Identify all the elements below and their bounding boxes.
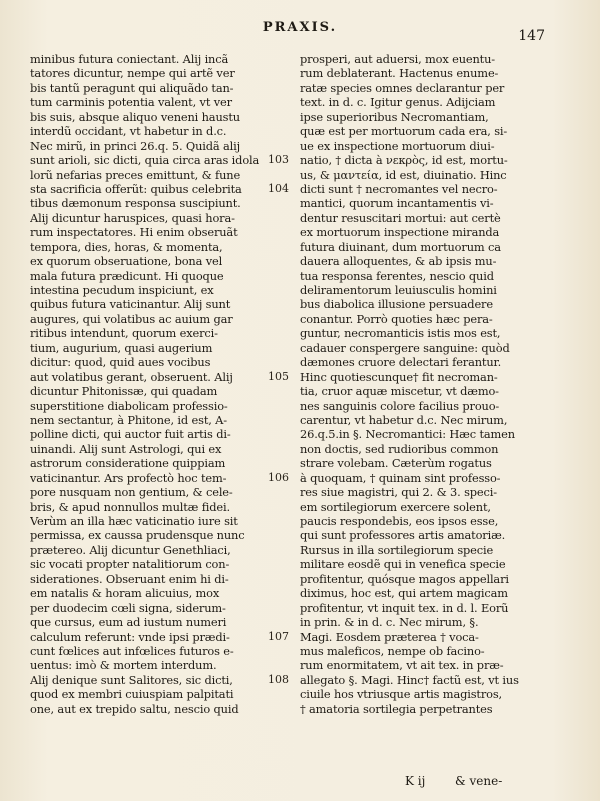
- text-line: nem sectantur, à Phitone, id est, A-: [30, 412, 227, 427]
- text-line: em natalis & horam alicuius, mox: [30, 586, 220, 601]
- text-line: vaticinantur. Ars profectò hoc tem-: [30, 470, 227, 485]
- text-line: uentus: imò & mortem interdum.: [30, 658, 217, 673]
- text-line: intestina pecudum inspiciunt, ex: [30, 283, 214, 297]
- text-line: bus diabolica illusione persuadere: [300, 297, 493, 312]
- text-line: em sortilegiorum exercere solent,: [300, 499, 491, 514]
- text-line: bis tantũ peragunt qui aliquãdo tan-: [30, 80, 234, 95]
- text-line: per duodecim cœli signa, siderum-: [30, 600, 226, 615]
- text-line: tia, cruor aquæ miscetur, vt dæmo-: [300, 384, 499, 399]
- text-line: militare eosdẽ qui in venefica specie: [300, 557, 506, 572]
- text-line: one, aut ex trepido saltu, nescio quid: [30, 701, 239, 716]
- text-line: rum deblaterant. Hactenus enume-: [300, 66, 499, 81]
- text-line: profitentur, quósque magos appellari: [300, 571, 509, 586]
- text-line: cunt fœlices aut infœlices futuros e-: [30, 643, 234, 658]
- text-line: tatores dicuntur, nempe qui artẽ ver: [30, 66, 235, 81]
- text-line: Alij denique sunt Salitores, sic dicti,: [30, 672, 233, 687]
- text-line: prosperi, aut aduersi, mox euentu-: [300, 52, 495, 66]
- catchword: & vene-: [455, 774, 503, 788]
- margin-number: 104: [268, 182, 289, 196]
- text-line: astrorum consideratione quippiam: [30, 456, 226, 471]
- text-line: superstitione diabolicam professio-: [30, 398, 228, 413]
- text-line: res siue magistri, qui 2. & 3. speci-: [300, 485, 497, 500]
- text-line: sta sacrificia offerũt: quibus celebrita: [30, 181, 242, 196]
- text-line: siderationes. Obseruant enim hi di-: [30, 571, 229, 586]
- text-line: ciuile hos vtriusque artis magistros,: [300, 687, 503, 702]
- text-line: ex mortuorum inspectione miranda: [300, 225, 500, 240]
- text-line: tibus dæmonum responsa suscipiunt.: [30, 196, 241, 211]
- margin-number: 108: [268, 673, 289, 687]
- text-line: lorũ nefarias preces emittunt, & fune: [30, 167, 241, 182]
- text-line: Alij dicuntur haruspices, quasi hora-: [30, 210, 235, 225]
- signature-mark: K ij: [405, 774, 426, 788]
- text-line: que cursus, eum ad iustum numeri: [30, 615, 227, 630]
- margin-number: 103: [268, 153, 289, 167]
- text-line: us, & μαντεία, id est, diuinatio. Hinc: [300, 167, 507, 182]
- text-line: aut volatibus gerant, obseruent. Alij: [30, 369, 233, 384]
- text-line: interdũ occidant, vt habetur in d.c.: [30, 124, 227, 139]
- text-line: dicuntur Phitonissæ, qui quadam: [30, 384, 218, 399]
- text-line: cadauer conspergere sanguine: quòd: [300, 340, 510, 355]
- text-line: tium, augurium, quasi augerium: [30, 340, 213, 355]
- text-line: ipse superioribus Necromantiam,: [300, 109, 489, 124]
- text-line: allegato §. Magi. Hinc† factũ est, vt ius: [300, 672, 519, 687]
- text-line: strare volebam. Cæterùm rogatus: [300, 456, 492, 471]
- text-line: ritibus intendunt, quorum exerci-: [30, 326, 218, 341]
- text-line: minibus futura coniectant. Alij incã: [30, 52, 229, 66]
- text-line: sic vocati propter natalitiorum con-: [30, 557, 230, 572]
- text-line: à quoquam, † quinam sint professo-: [300, 470, 501, 485]
- text-line: dicti sunt † necromantes vel necro-: [300, 181, 498, 196]
- text-line: text. in d. c. Igitur genus. Adijciam: [300, 95, 496, 110]
- text-line: carentur, vt habetur d.c. Nec mirum,: [300, 412, 508, 427]
- running-head: PRAXIS.: [262, 20, 338, 35]
- text-line: Magi. Eosdem præterea † voca-: [300, 629, 479, 644]
- text-line: pore nusquam non gentium, & cele-: [30, 485, 233, 500]
- text-line: rum inspectatores. Hi enim obseruãt: [30, 225, 238, 240]
- text-line: in prin. & in d. c. Nec mirum, §.: [300, 615, 479, 630]
- margin-number: 107: [268, 630, 289, 643]
- margin-number: 106: [268, 471, 289, 485]
- text-line: natio, † dicta à νεκρὸς, id est, mortu-: [300, 153, 508, 168]
- text-line: dauera alloquentes, & ab ipsis mu-: [300, 254, 497, 269]
- text-line: bis suis, absque aliquo veneni haustu: [30, 109, 240, 124]
- text-line: non doctis, sed rudioribus common: [300, 441, 499, 456]
- text-line: nes sanguinis colore facilius prouo-: [300, 398, 500, 413]
- text-line: quod ex membri cuiuspiam palpitati: [30, 687, 234, 702]
- text-line: rum enormitatem, vt ait tex. in præ-: [300, 658, 504, 673]
- text-line: tua responsa ferentes, nescio quid: [300, 268, 494, 283]
- text-line: † amatoria sortilegia perpetrantes: [300, 701, 493, 716]
- text-line: Rursus in illa sortilegiorum specie: [300, 542, 494, 557]
- text-line: paucis respondebis, eos ipsos esse,: [300, 514, 499, 528]
- text-line: ratæ species omnes declarantur per: [300, 80, 505, 95]
- text-line: bris, & apud nonnullos multæ fidei.: [30, 499, 230, 514]
- text-line: Hinc quotiescunque† fit necroman-: [300, 369, 498, 384]
- text-line: uinandi. Alij sunt Astrologi, qui ex: [30, 441, 222, 456]
- text-line: polline dicti, qui auctor fuit artis di-: [30, 427, 231, 442]
- text-line: Nec mirũ, in princi 26.q. 5. Quidã alij: [30, 138, 241, 153]
- page-number: 147: [518, 28, 545, 44]
- text-line: mala futura prædicunt. Hi quoque: [30, 268, 224, 283]
- text-line: tum carminis potentia valent, vt ver: [30, 95, 232, 110]
- text-line: ue ex inspectione mortuorum diui-: [300, 138, 495, 153]
- text-line: dentur resuscitari mortui: aut certè: [300, 210, 501, 225]
- text-line: augures, qui volatibus ac auium gar: [30, 311, 233, 326]
- text-line: dicitur: quod, quid aues vocibus: [30, 355, 211, 370]
- text-line: 26.q.5.in §. Necromantici: Hæc tamen: [300, 427, 515, 442]
- text-line: futura diuinant, dum mortuorum ca: [300, 239, 501, 254]
- text-line: conantur. Porrò quoties hæc pera-: [300, 311, 493, 326]
- page-header: [0, 10, 600, 44]
- text-line: deliramentorum leuiusculis homini: [300, 283, 497, 297]
- text-line: quibus futura vaticinantur. Alij sunt: [30, 297, 231, 312]
- text-line: guntur, necromanticis istis mos est,: [300, 326, 501, 341]
- text-line: prætereo. Alij dicuntur Genethliaci,: [30, 542, 231, 557]
- left-text-column: [30, 52, 280, 716]
- text-line: profitentur, vt inquit tex. in d. l. Eorũ: [300, 600, 509, 615]
- text-line: dæmones cruore delectari ferantur.: [300, 355, 502, 370]
- text-line: calculum referunt: vnde ipsi prædi-: [30, 629, 230, 644]
- text-line: Verùm an illa hæc vaticinatio iure sit: [30, 514, 238, 528]
- right-text-column: [300, 52, 555, 716]
- text-line: ex quorum obseruatione, bona vel: [30, 254, 223, 269]
- text-line: tempora, dies, horas, & momenta,: [30, 239, 223, 254]
- text-line: qui sunt professores artis amatoriæ.: [300, 528, 506, 543]
- text-line: diximus, hoc est, qui artem magicam: [300, 586, 508, 601]
- text-line: mantici, quorum incantamentis vi-: [300, 196, 494, 211]
- text-line: quæ est per mortuorum cada era, si-: [300, 124, 508, 139]
- text-line: mus maleficos, nempe ob facino-: [300, 643, 485, 658]
- text-line: permissa, ex caussa prudensque nunc: [30, 528, 245, 543]
- text-line: sunt arioli, sic dicti, quia circa aras idola: [30, 153, 260, 168]
- margin-number: 105: [268, 369, 289, 383]
